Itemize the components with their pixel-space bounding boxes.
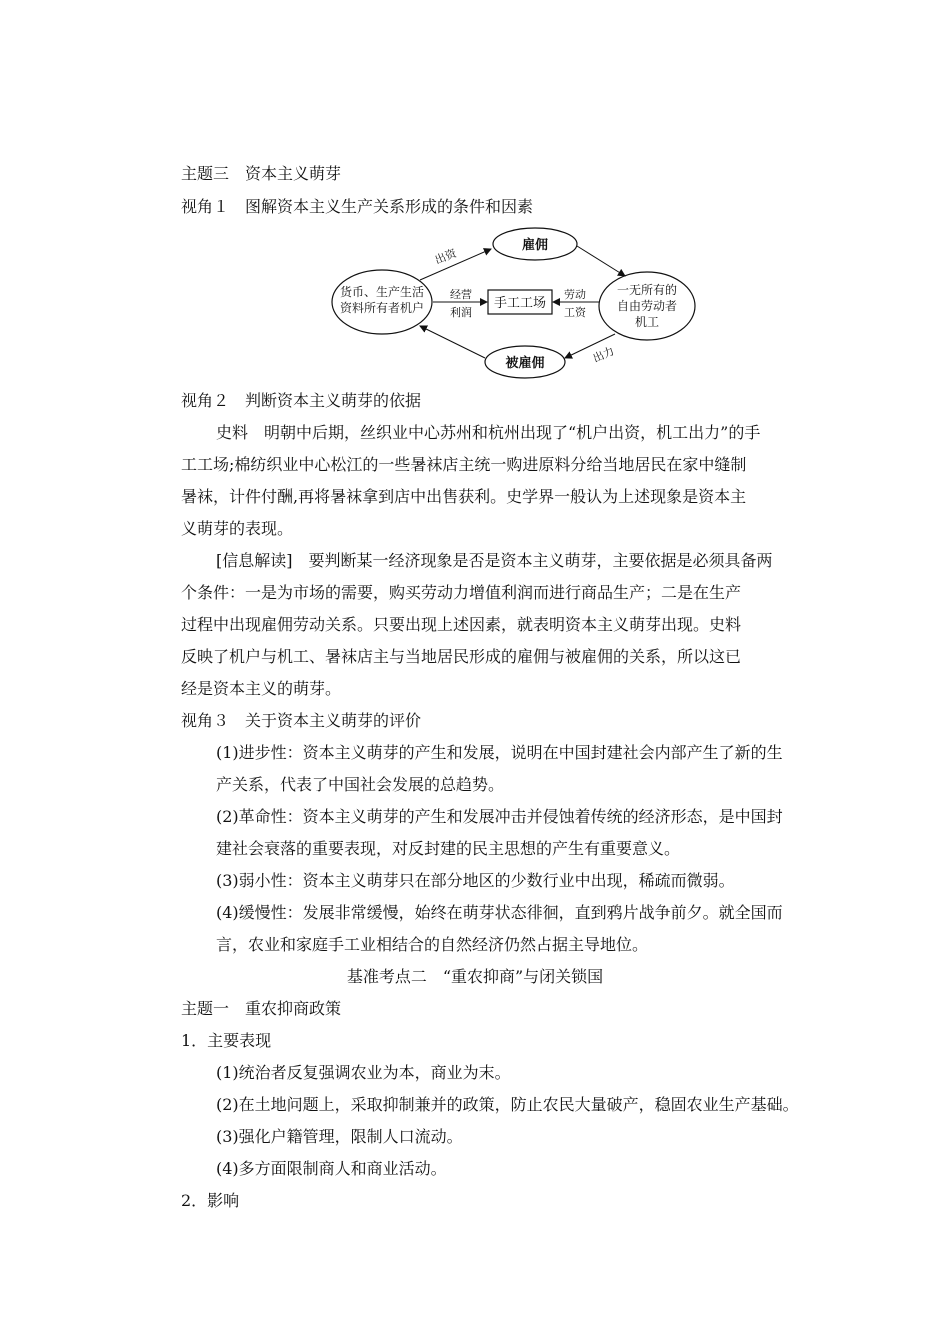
right-node-line2: 自由劳动者 [616,299,678,313]
label-work: 劳动 [564,288,586,301]
point1-item: (4)多方面限制商人和商业活动。 [216,1159,447,1178]
view2-title: 视角２ 判断资本主义萌芽的依据 [181,391,422,410]
evaluation-line: (3)弱小性：资本主义萌芽只在部分地区的少数行业中出现，稀疏而微弱。 [216,871,735,890]
label-wage: 工资 [564,306,586,319]
arrow-top-to-right [577,246,625,276]
label-profit: 利润 [450,306,472,319]
theme3-title: 主题三 资本主义萌芽 [181,164,342,183]
analysis-line: 经是资本主义的萌芽。 [181,679,342,698]
label-invest: 出资 [433,246,459,267]
source-line: 工工场;棉纺织业中心松江的一些暑袜店主统一购进原料分给当地居民在家中缝制 [181,455,747,474]
evaluation-line: (1)进步性：资本主义萌芽的产生和发展，说明在中国封建社会内部产生了新的生 [216,743,783,762]
view3-title: 视角３ 关于资本主义萌芽的评价 [181,711,422,730]
analysis-line: 个条件：一是为市场的需要，购买劳动力增值利润而进行商品生产；二是在生产 [181,583,742,602]
section2-title: 基准考点二 “重农抑商”与闭关锁国 [346,967,604,986]
analysis-line: 过程中出现雇佣劳动关系。只要出现上述因素，就表明资本主义萌芽出现。史料 [181,615,742,634]
evaluation-line: (4)缓慢性：发展非常缓慢，始终在萌芽状态徘徊，直到鸦片战争前夕。就全国而 [216,903,783,922]
source-line: 暑袜，计件付酬,再将暑袜拿到店中出售获利。史学界一般认为上述现象是资本主 [181,487,747,506]
analysis-line: 反映了机户与机工、暑袜店主与当地居民形成的雇佣与被雇佣的关系，所以这已 [181,647,742,666]
bottom-node-label: 被雇佣 [505,356,545,371]
point1-item: (1)统治者反复强调农业为本，商业为末。 [216,1063,511,1082]
evaluation-line: 言，农业和家庭手工业相结合的自然经济仍然占据主导地位。 [216,935,649,954]
evaluation-line: 产关系，代表了中国社会发展的总趋势。 [216,775,505,794]
left-node-line1: 货币、生产生活 [339,285,425,299]
point1-item: (3)强化户籍管理，限制人口流动。 [216,1127,463,1146]
theme1-title: 主题一 重农抑商政策 [181,999,342,1018]
source-line: 义萌芽的表现。 [181,519,294,538]
evaluation-line: (2)革命性：资本主义萌芽的产生和发展冲击并侵蚀着传统的经济形态，是中国封 [216,807,783,826]
point2-title: 2．影响 [181,1191,240,1210]
left-node-line2: 资料所有者机户 [339,301,425,315]
right-node-line3: 机工 [634,315,660,329]
view1-title: 视角１ 图解资本主义生产关系形成的条件和因素 [181,197,534,216]
point1-title: 1．主要表现 [181,1031,272,1050]
right-node-line1: 一无所有的 [616,283,678,297]
capitalism-diagram [325,224,705,384]
center-box-label: 手工工场 [493,296,547,311]
label-manage: 经营 [450,288,472,301]
label-labor-out: 出力 [590,344,617,366]
point1-item: (2)在土地问题上，采取抑制兼并的政策，防止农民大量破产，稳固农业生产基础。 [216,1095,799,1114]
arrow-bottom-to-left [420,326,485,358]
source-line: 史料 明朝中后期，丝织业中心苏州和杭州出现了“机户出资，机工出力”的手 [216,423,761,442]
analysis-line: [信息解读] 要判断某一经济现象是否是资本主义萌芽，主要依据是必须具备两 [216,551,773,570]
evaluation-line: 建社会衰落的重要表现，对反封建的民主思想的产生有重要意义。 [216,839,681,858]
top-node-label: 雇佣 [521,238,549,253]
